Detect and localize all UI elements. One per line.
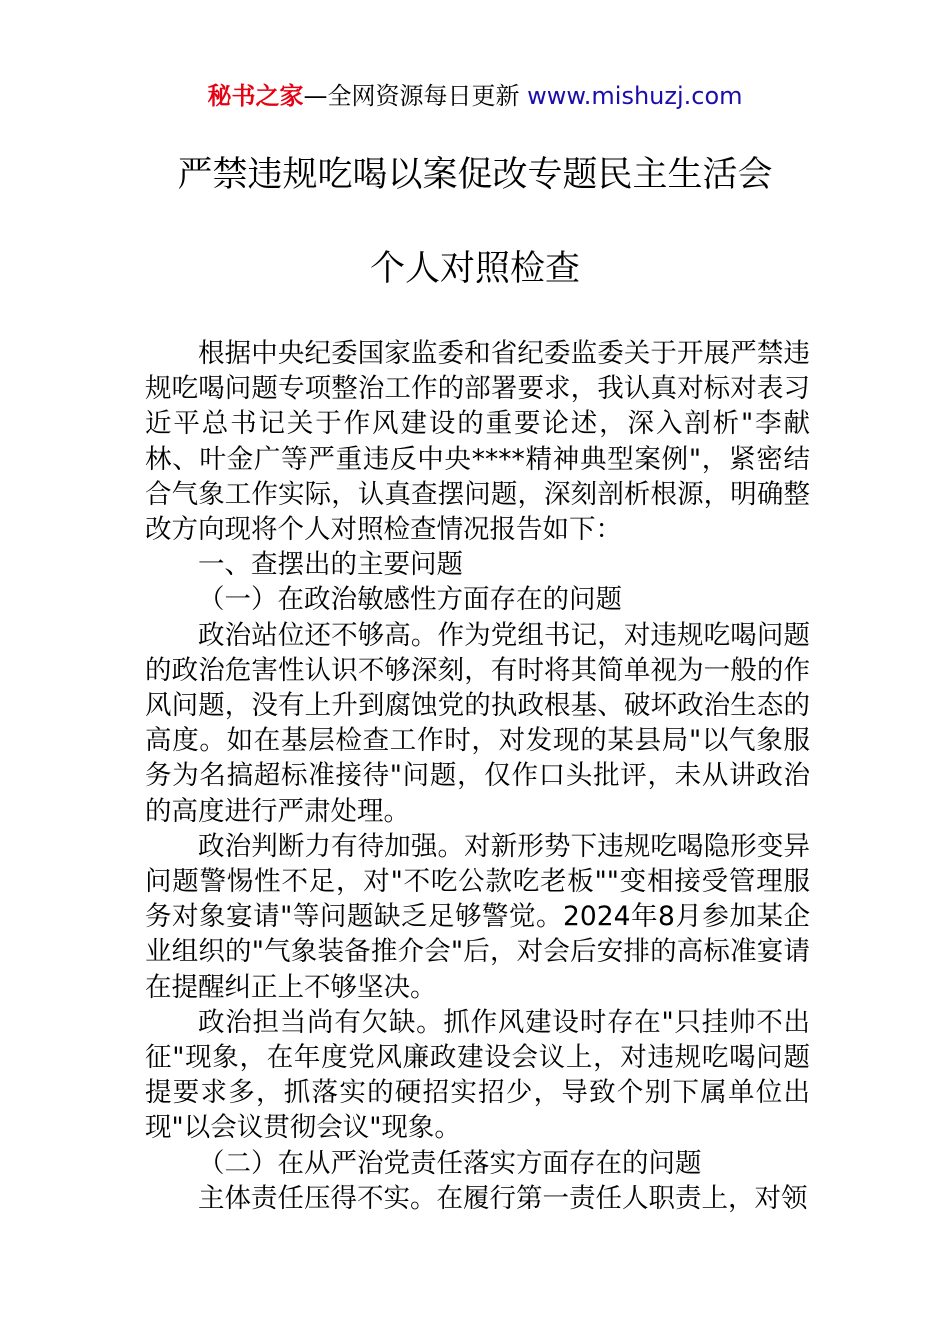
subsection-heading-2: （二）在从严治党责任落实方面存在的问题 [198,1147,702,1179]
body-paragraph: 政治担当尚有欠缺。抓作风建设时存在"只挂帅不出征"现象，在年度党风廉政建设会议上，对违规吃喝问题提要求多，抓落实的硬招实招少，导致个别下属单位出现"以会议贯彻会议"现象。 [145,1006,810,1144]
document-body [145,336,810,1216]
intro-paragraph: 根据中央纪委国家监委和省纪委监委关于开展严禁违规吃喝问题专项整治工作的部署要求，我认真对标对表习近平总书记关于作风建设的重要论述，深入剖析"李献林、叶金广等严重违反中央****精神典型案例"，紧密结合气象工作实际，认真查摆问题，深刻剖析根源，明确整改方向现将个人对照检查情况报告如下： [145,338,810,546]
site-banner [0,78,950,114]
site-url-link[interactable]: www.mishuzj.com [527,82,743,110]
body-paragraph: 主体责任压得不实。在履行第一责任人职责上，对领 [198,1182,808,1214]
body-paragraph: 政治判断力有待加强。对新形势下违规吃喝隐形变异问题警惕性不足，对"不吃公款吃老板""变相接受管理服务对象宴请"等问题缺乏足够警觉。2024年8月参加某企业组织的"气象装备推介会"后，对会后安排的高标准宴请在提醒纠正上不够坚决。 [145,830,810,1003]
document-title-line2: 个人对照检查 [369,249,580,289]
brand-name: 秘书之家 [207,82,304,110]
document-title-line1: 严禁违规吃喝以案促改专题民主生活会 [177,155,773,195]
body-paragraph: 政治站位还不够高。作为党组书记，对违规吃喝问题的政治危害性认识不够深刻，有时将其简单视为一般的作风问题，没有上升到腐蚀党的执政根基、破坏政治生态的高度。如在基层检查工作时，对发现的某县局"以气象服务为名搞超标准接待"问题，仅作口头批评，未从讲政治的高度进行严肃处理。 [145,619,810,827]
banner-tagline: —全网资源每日更新 [303,82,528,110]
section-heading-1: 一、查摆出的主要问题 [198,549,463,581]
subsection-heading-1: （一）在政治敏感性方面存在的问题 [198,584,622,616]
